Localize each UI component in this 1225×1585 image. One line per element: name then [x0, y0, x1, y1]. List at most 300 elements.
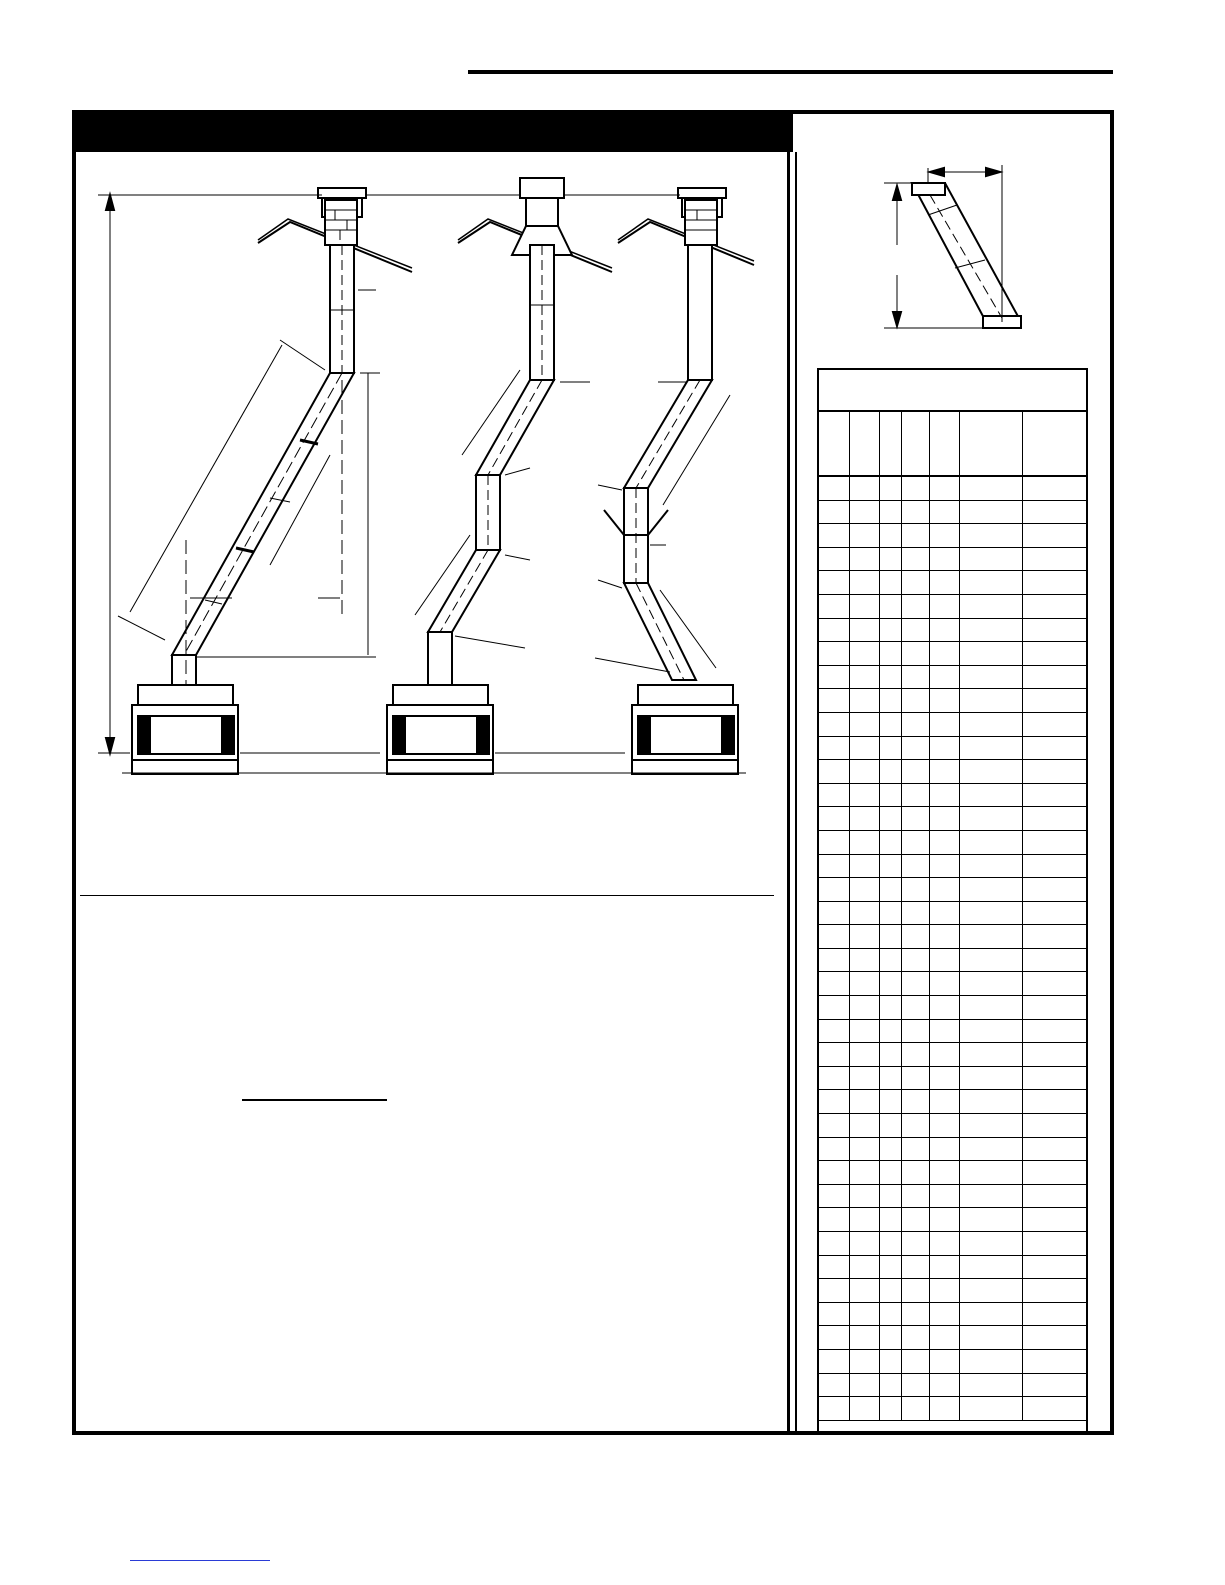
column-divider	[849, 1326, 850, 1349]
column-divider	[1022, 1043, 1023, 1066]
column-divider	[901, 996, 902, 1019]
column-divider	[901, 1114, 902, 1137]
column-divider	[959, 784, 960, 807]
column-divider	[959, 878, 960, 901]
column-divider	[959, 619, 960, 642]
column-divider	[879, 412, 880, 475]
column-divider	[929, 666, 930, 689]
column-divider	[1022, 689, 1023, 712]
column-divider	[879, 1374, 880, 1397]
column-divider	[849, 1232, 850, 1255]
column-divider	[901, 902, 902, 925]
column-divider	[929, 548, 930, 571]
column-divider	[879, 1256, 880, 1279]
column-divider	[879, 1114, 880, 1137]
table-row	[819, 595, 1086, 619]
column-divider	[959, 412, 960, 475]
column-divider	[1022, 501, 1023, 524]
column-divider	[1022, 1020, 1023, 1043]
column-divider	[849, 996, 850, 1019]
column-divider	[929, 737, 930, 760]
column-divider	[901, 1326, 902, 1349]
table-row	[819, 1232, 1086, 1256]
column-divider	[901, 1303, 902, 1326]
column-divider	[959, 925, 960, 948]
column-divider	[1022, 1397, 1023, 1420]
table-row	[819, 1067, 1086, 1091]
column-divider	[849, 642, 850, 665]
table-row	[819, 972, 1086, 996]
column-divider	[959, 548, 960, 571]
column-divider	[929, 760, 930, 783]
column-divider	[929, 501, 930, 524]
column-divider	[879, 1208, 880, 1231]
column-divider	[959, 1067, 960, 1090]
column-divider	[901, 1397, 902, 1420]
figure-title-bar	[76, 114, 793, 152]
column-divider	[879, 1326, 880, 1349]
offset-table-body	[819, 477, 1086, 1421]
column-divider	[849, 807, 850, 830]
column-divider	[959, 595, 960, 618]
column-divider	[901, 477, 902, 500]
column-divider	[901, 878, 902, 901]
column-divider	[959, 501, 960, 524]
column-divider	[929, 1326, 930, 1349]
column-divider	[959, 642, 960, 665]
column-divider	[929, 1043, 930, 1066]
table-row	[819, 996, 1086, 1020]
table-row	[819, 501, 1086, 525]
column-divider	[1022, 1090, 1023, 1113]
column-divider	[901, 501, 902, 524]
column-divider	[879, 784, 880, 807]
column-divider	[879, 595, 880, 618]
column-divider	[849, 1256, 850, 1279]
table-row	[819, 1279, 1086, 1303]
column-divider	[901, 1279, 902, 1302]
column-divider	[1022, 412, 1023, 475]
table-row	[819, 1138, 1086, 1162]
column-divider	[929, 831, 930, 854]
column-divider	[879, 972, 880, 995]
table-row	[819, 878, 1086, 902]
column-divider	[959, 1303, 960, 1326]
column-divider	[1022, 1374, 1023, 1397]
body-text	[82, 905, 772, 1405]
table-row	[819, 1043, 1086, 1067]
column-divider	[929, 1232, 930, 1255]
column-divider	[849, 619, 850, 642]
column-divider	[879, 1043, 880, 1066]
column-divider	[901, 1090, 902, 1113]
column-divider	[1022, 972, 1023, 995]
column-divider	[929, 784, 930, 807]
offset-table-title	[819, 370, 1086, 412]
column-divider	[929, 642, 930, 665]
column-divider	[901, 972, 902, 995]
table-row	[819, 548, 1086, 572]
chimney-1	[98, 188, 412, 780]
column-divider	[879, 1138, 880, 1161]
table-row	[819, 737, 1086, 761]
header-title	[468, 40, 1113, 66]
column-divider	[959, 1374, 960, 1397]
column-divider	[959, 666, 960, 689]
column-divider	[929, 1208, 930, 1231]
column-divider	[879, 642, 880, 665]
column-divider	[1022, 1279, 1023, 1302]
column-divider	[849, 1067, 850, 1090]
column-divider	[959, 1256, 960, 1279]
column-divider	[901, 1208, 902, 1231]
column-divider	[849, 1114, 850, 1137]
column-divider	[879, 760, 880, 783]
column-divider	[849, 666, 850, 689]
table-row	[819, 1374, 1086, 1398]
column-divider	[901, 666, 902, 689]
chimney-2	[387, 178, 612, 774]
column-divider	[1022, 1114, 1023, 1137]
column-divider	[1022, 713, 1023, 736]
column-divider	[1022, 1138, 1023, 1161]
column-divider	[1022, 1185, 1023, 1208]
column-divider	[1022, 949, 1023, 972]
table-row	[819, 619, 1086, 643]
column-divider	[1022, 878, 1023, 901]
column-divider	[901, 1256, 902, 1279]
column-divider	[1022, 1256, 1023, 1279]
column-divider	[1022, 925, 1023, 948]
column-divider	[1022, 666, 1023, 689]
column-divider	[901, 689, 902, 712]
column-divider	[959, 972, 960, 995]
column-divider	[929, 524, 930, 547]
column-divider	[929, 807, 930, 830]
figure-caption	[82, 815, 772, 875]
column-divider	[879, 807, 880, 830]
column-divider	[879, 619, 880, 642]
column-divider	[849, 524, 850, 547]
column-divider	[901, 784, 902, 807]
column-divider	[959, 1043, 960, 1066]
offset-table	[817, 368, 1088, 1431]
column-divider	[849, 949, 850, 972]
column-divider	[849, 878, 850, 901]
table-row	[819, 1161, 1086, 1185]
column-divider	[959, 1138, 960, 1161]
column-divider	[879, 477, 880, 500]
table-row	[819, 760, 1086, 784]
column-divider	[901, 1374, 902, 1397]
table-row	[819, 524, 1086, 548]
column-divider	[1022, 571, 1023, 594]
column-divider	[959, 571, 960, 594]
column-divider	[849, 412, 850, 475]
chimney-3	[595, 188, 754, 774]
table-row	[819, 1185, 1086, 1209]
column-divider	[959, 1090, 960, 1113]
column-divider	[959, 1208, 960, 1231]
column-divider	[901, 1020, 902, 1043]
column-divider	[879, 855, 880, 878]
column-divider	[879, 902, 880, 925]
column-divider	[849, 1350, 850, 1373]
column-divider	[879, 1185, 880, 1208]
column-divider	[929, 1114, 930, 1137]
table-row	[819, 1350, 1086, 1374]
offset-diagram	[880, 160, 1040, 345]
column-divider	[959, 737, 960, 760]
column-divider	[929, 689, 930, 712]
column-divider	[879, 1090, 880, 1113]
column-divider	[1022, 760, 1023, 783]
column-divider	[849, 1090, 850, 1113]
column-divider	[929, 619, 930, 642]
column-divider	[901, 642, 902, 665]
column-divider	[901, 1138, 902, 1161]
column-divider	[929, 902, 930, 925]
column-divider	[879, 1303, 880, 1326]
column-divider	[849, 477, 850, 500]
column-divider	[959, 902, 960, 925]
column-divider	[879, 1020, 880, 1043]
section-divider	[80, 895, 774, 896]
table-row	[819, 1256, 1086, 1280]
column-divider	[879, 548, 880, 571]
column-divider	[879, 713, 880, 736]
table-row	[819, 1114, 1086, 1138]
column-divider	[879, 949, 880, 972]
column-divider	[959, 1397, 960, 1420]
table-row	[819, 807, 1086, 831]
column-divider	[849, 501, 850, 524]
column-divider	[1022, 548, 1023, 571]
column-divider	[1022, 807, 1023, 830]
table-row	[819, 949, 1086, 973]
column-divider	[929, 1397, 930, 1420]
figure-title	[76, 124, 88, 141]
column-divider	[959, 1185, 960, 1208]
column-divider	[929, 1138, 930, 1161]
column-divider	[929, 878, 930, 901]
column-divider	[879, 996, 880, 1019]
table-row	[819, 784, 1086, 808]
column-divider	[929, 1020, 930, 1043]
header-rule	[468, 70, 1113, 74]
column-divider	[929, 1090, 930, 1113]
table-row	[819, 1326, 1086, 1350]
column-divider	[849, 1138, 850, 1161]
column-divider	[901, 1185, 902, 1208]
table-row	[819, 666, 1086, 690]
table-row	[819, 902, 1086, 926]
column-divider	[879, 878, 880, 901]
column-divider	[901, 807, 902, 830]
column-divider	[959, 689, 960, 712]
column-divider	[959, 855, 960, 878]
column-divider	[1022, 1208, 1023, 1231]
column-divider	[929, 477, 930, 500]
column-divider	[849, 713, 850, 736]
column-divider	[929, 1374, 930, 1397]
column-divider	[929, 1161, 930, 1184]
column-divider	[929, 571, 930, 594]
column-divider	[959, 1232, 960, 1255]
table-row	[819, 477, 1086, 501]
column-divider	[879, 524, 880, 547]
column-divider	[929, 949, 930, 972]
column-divider	[929, 1303, 930, 1326]
chimney-installation-diagram	[80, 160, 780, 820]
column-divider	[849, 1374, 850, 1397]
column-divider	[1022, 1303, 1023, 1326]
column-divider	[849, 571, 850, 594]
column-divider	[849, 784, 850, 807]
column-divider	[929, 1350, 930, 1373]
column-divider	[901, 571, 902, 594]
column-divider	[929, 996, 930, 1019]
column-divider	[1022, 642, 1023, 665]
column-separator	[787, 114, 790, 1431]
column-divider	[1022, 524, 1023, 547]
column-divider	[901, 412, 902, 475]
column-divider	[879, 831, 880, 854]
column-divider	[959, 1020, 960, 1043]
table-row	[819, 1020, 1086, 1044]
column-divider	[879, 689, 880, 712]
column-divider	[901, 713, 902, 736]
column-divider	[1022, 1161, 1023, 1184]
column-divider	[849, 1161, 850, 1184]
table-row	[819, 713, 1086, 737]
column-divider	[849, 1279, 850, 1302]
column-divider	[849, 1208, 850, 1231]
column-divider	[1022, 477, 1023, 500]
column-divider	[1022, 784, 1023, 807]
table-row	[819, 571, 1086, 595]
column-divider	[1022, 595, 1023, 618]
column-divider	[1022, 1350, 1023, 1373]
column-divider	[901, 831, 902, 854]
column-divider	[959, 477, 960, 500]
column-divider	[849, 595, 850, 618]
table-row	[819, 642, 1086, 666]
column-divider	[959, 1161, 960, 1184]
column-divider	[959, 1114, 960, 1137]
column-divider	[901, 760, 902, 783]
column-divider	[849, 737, 850, 760]
table-row	[819, 1303, 1086, 1327]
column-divider	[879, 1350, 880, 1373]
column-divider	[901, 925, 902, 948]
column-divider	[901, 737, 902, 760]
column-divider	[879, 501, 880, 524]
column-divider	[849, 548, 850, 571]
column-divider	[849, 1185, 850, 1208]
column-divider	[959, 760, 960, 783]
column-divider	[959, 996, 960, 1019]
column-divider	[929, 1256, 930, 1279]
column-divider	[849, 760, 850, 783]
column-divider	[1022, 831, 1023, 854]
column-divider	[929, 972, 930, 995]
column-divider	[1022, 996, 1023, 1019]
column-divider	[929, 1185, 930, 1208]
column-divider	[929, 713, 930, 736]
table-row	[819, 1090, 1086, 1114]
column-divider	[849, 855, 850, 878]
footer-link[interactable]	[130, 1560, 270, 1561]
column-divider	[849, 1043, 850, 1066]
column-divider	[1022, 902, 1023, 925]
table-row	[819, 925, 1086, 949]
column-divider	[901, 1067, 902, 1090]
column-divider	[849, 925, 850, 948]
column-divider	[1022, 619, 1023, 642]
column-divider	[849, 1303, 850, 1326]
column-divider	[1022, 737, 1023, 760]
column-divider	[879, 666, 880, 689]
column-divider	[879, 1161, 880, 1184]
column-divider	[901, 855, 902, 878]
column-divider	[929, 1067, 930, 1090]
column-divider	[901, 949, 902, 972]
column-divider	[959, 1279, 960, 1302]
column-divider	[901, 524, 902, 547]
column-divider	[879, 571, 880, 594]
column-divider	[901, 1161, 902, 1184]
signature-line	[242, 1099, 387, 1101]
column-divider	[879, 737, 880, 760]
table-row	[819, 831, 1086, 855]
column-divider	[929, 412, 930, 475]
column-divider	[959, 1326, 960, 1349]
column-divider	[959, 1350, 960, 1373]
column-divider	[929, 925, 930, 948]
column-divider	[901, 1232, 902, 1255]
table-row	[819, 689, 1086, 713]
column-divider	[849, 1397, 850, 1420]
column-divider	[849, 689, 850, 712]
column-divider	[901, 548, 902, 571]
column-divider	[849, 1020, 850, 1043]
column-divider	[849, 902, 850, 925]
column-divider	[879, 1279, 880, 1302]
column-divider	[879, 1067, 880, 1090]
column-divider	[959, 831, 960, 854]
column-divider	[901, 1043, 902, 1066]
column-divider	[959, 807, 960, 830]
column-divider	[929, 1279, 930, 1302]
column-divider	[959, 524, 960, 547]
column-divider	[901, 619, 902, 642]
column-divider	[849, 972, 850, 995]
column-divider	[1022, 1067, 1023, 1090]
column-divider	[1022, 1232, 1023, 1255]
column-divider	[879, 1232, 880, 1255]
column-divider	[929, 855, 930, 878]
offset-table-header	[819, 412, 1086, 477]
column-divider	[1022, 1326, 1023, 1349]
column-separator-inner	[795, 152, 797, 1431]
column-divider	[929, 595, 930, 618]
table-row	[819, 855, 1086, 879]
column-divider	[1022, 855, 1023, 878]
column-divider	[901, 1350, 902, 1373]
column-divider	[879, 1397, 880, 1420]
column-divider	[879, 925, 880, 948]
